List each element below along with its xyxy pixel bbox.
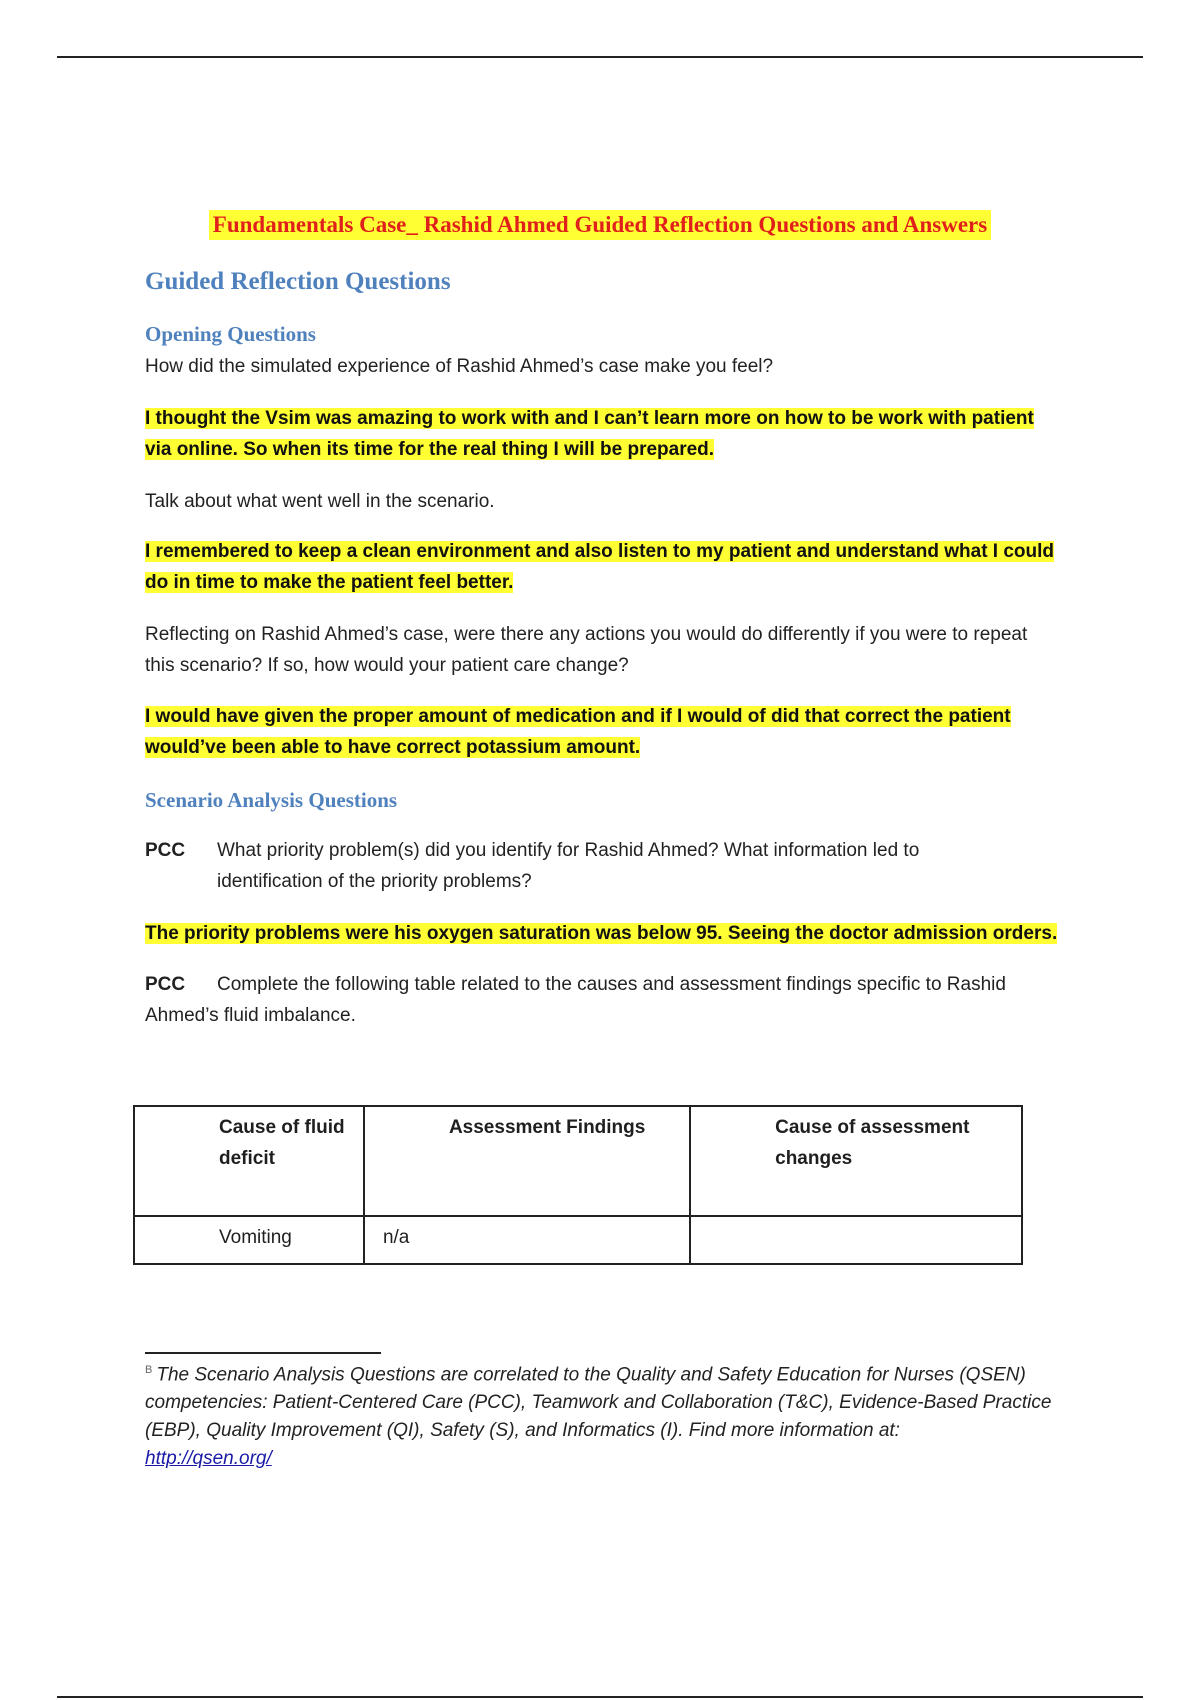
qsen-link[interactable]: http://qsen.org/ xyxy=(145,1448,272,1470)
opening-answer-3 xyxy=(145,701,1095,763)
top-rule xyxy=(57,56,1143,58)
opening-question-1: How did the simulated experience of Rashid Ahmed’s case make you feel? xyxy=(145,356,774,377)
table-header-row xyxy=(134,1106,1022,1216)
document-title: Fundamentals Case_ Rashid Ahmed Guided Reflection Questions and Answers xyxy=(209,210,991,240)
footnote xyxy=(145,1356,1095,1473)
opening-answer-1 xyxy=(145,403,1095,465)
bottom-rule xyxy=(57,1696,1143,1698)
table-header: Cause of fluid deficit xyxy=(134,1106,364,1216)
footnote-rule xyxy=(145,1352,381,1354)
table-cell: Vomiting xyxy=(134,1216,364,1264)
answer-line: I thought the Vsim was amazing to work with and I can’t learn more on how to be work with patient xyxy=(145,408,1034,429)
table-header: Assessment Findings xyxy=(364,1106,690,1216)
question-line: this scenario? If so, how would your patient care change? xyxy=(145,655,629,676)
table-cell xyxy=(690,1216,1022,1264)
answer-line: do in time to make the patient feel better. xyxy=(145,572,514,593)
table-header: Cause of assessment changes xyxy=(690,1106,1022,1216)
scenario-analysis-heading: Scenario Analysis Questions xyxy=(145,788,398,812)
fluid-deficit-table xyxy=(133,1105,1023,1265)
question-line: Ahmed’s fluid imbalance. xyxy=(145,1005,356,1026)
answer-line: via online. So when its time for the real thing I will be prepared. xyxy=(145,439,715,460)
answer-line: I would have given the proper amount of medication and if I would of did that correct the patient xyxy=(145,706,1011,727)
question-line: Reflecting on Rashid Ahmed’s case, were there any actions you would do differently if you were to repeat xyxy=(145,624,1028,645)
answer-line: would’ve been able to have correct potassium amount. xyxy=(145,737,641,758)
answer-line: I remembered to keep a clean environment and also listen to my patient and understand what I could xyxy=(145,541,1055,562)
question-line: What priority problem(s) did you identify for Rashid Ahmed? What information led to xyxy=(217,840,920,861)
section-heading: Guided Reflection Questions xyxy=(145,268,451,295)
analysis-answer-1 xyxy=(145,918,1095,949)
footnote-marker: B xyxy=(145,1364,153,1376)
opening-question-2: Talk about what went well in the scenario. xyxy=(145,491,495,512)
table-cell: n/a xyxy=(364,1216,690,1264)
table-row xyxy=(134,1216,1022,1264)
question-line: identification of the priority problems? xyxy=(217,871,532,892)
opening-answer-2 xyxy=(145,536,1095,598)
question-line: Complete the following table related to the causes and assessment findings specific to Rashid xyxy=(217,974,1006,995)
opening-questions-heading: Opening Questions xyxy=(145,322,316,346)
analysis-question-1 xyxy=(145,835,1095,897)
title-container xyxy=(0,210,1200,240)
analysis-question-2 xyxy=(145,969,1095,1031)
pcc-tag: PCC xyxy=(145,974,186,995)
answer-line: The priority problems were his oxygen saturation was below 95. Seeing the doctor admission orders. xyxy=(145,923,1058,944)
pcc-tag: PCC xyxy=(145,840,186,861)
opening-question-3 xyxy=(145,619,1095,681)
footnote-text: The Scenario Analysis Questions are correlated to the Quality and Safety Education for Nurses (QSEN) competencies: Patient-Centered Care (PCC), Teamwork and Collaboration (T&C), Evidence-Based Practice (EBP), Quality Improvement (QI), Safety (S), and Informatics (I). Find more information at: xyxy=(145,1364,1052,1442)
